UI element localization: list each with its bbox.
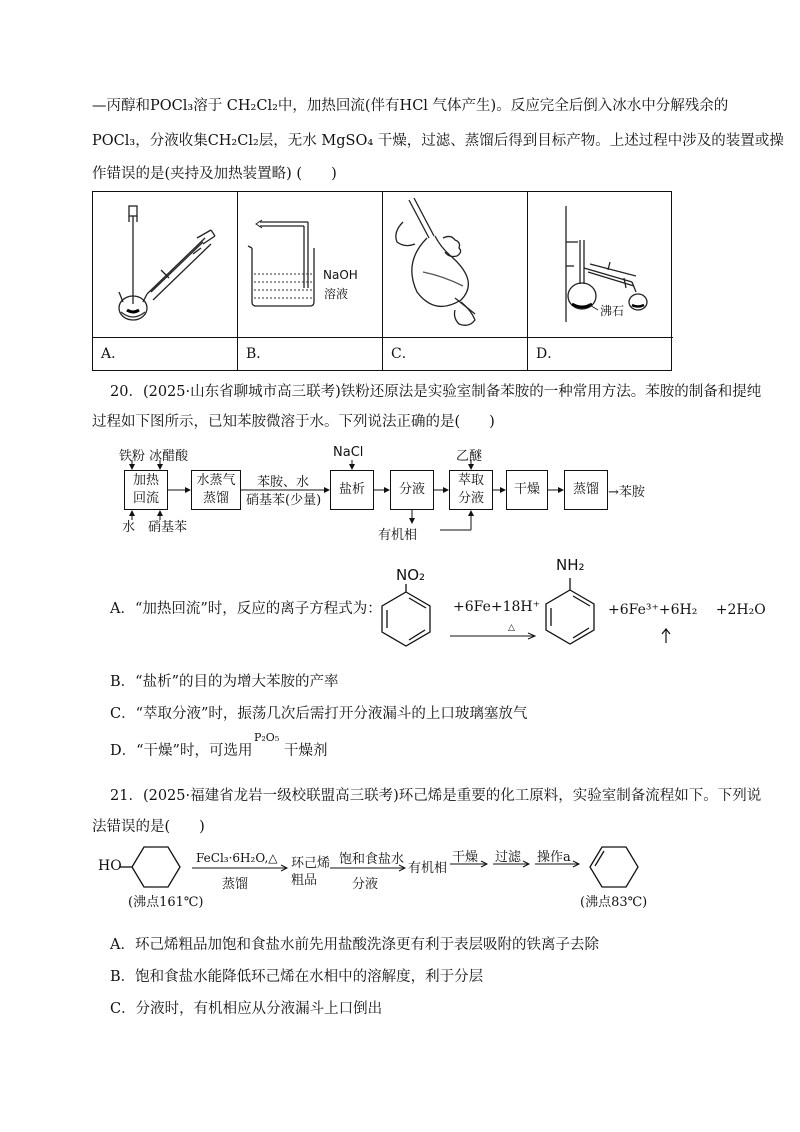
q20-option-b[interactable]: B．“盐析”的目的为增大苯胺的产率	[110, 674, 339, 690]
nitro-group-label: NO₂	[396, 566, 426, 584]
organic-phase-21: 有机相	[408, 861, 448, 876]
reaction-arrow	[448, 632, 538, 640]
flow-top-inputs: 铁粉 冰醋酸	[119, 449, 189, 464]
flow-step-extraction: 萃取 分液	[449, 470, 493, 510]
q19-text-line2: POCl₃，分液收集CH₂Cl₂层，无水 MgSO₄ 干燥，过滤、蒸馏后得到目标产物。上述过程中涉及的装置或操	[92, 133, 784, 149]
flow-ether: 乙醚	[456, 449, 483, 464]
heat-symbol: △	[508, 623, 515, 633]
q21-arrows	[0, 840, 800, 880]
q21-option-a[interactable]: A．环己烯粗品加饱和食盐水前先用盐酸洗涤更有利于表层吸附的铁离子去除	[110, 937, 599, 953]
amino-group-label: NH₂	[556, 556, 585, 574]
flow-arrows	[0, 0, 800, 560]
label-brine: 饱和食盐水	[339, 852, 405, 867]
flow-step-separation: 分液	[390, 470, 434, 510]
q19-text-line1: —丙醇和POCl₃溶于 CH₂Cl₂中，加热回流(伴有HCl 气体产生)。反应完全后倒入冰水中分解残余的	[92, 98, 729, 114]
flow-mid-1: 苯胺、水	[257, 475, 310, 490]
option-a-cell[interactable]: A．	[93, 338, 238, 371]
crude-product-line1: 环己烯	[291, 856, 331, 871]
label-distill: 蒸馏	[222, 877, 249, 892]
option-d-cell[interactable]: D．	[536, 346, 562, 362]
q20-text-line2: 过程如下图所示，已知苯胺微溶于水。下列说法正确的是( )	[92, 414, 495, 430]
flow-bottom-inputs: 水 硝基苯	[122, 520, 188, 535]
reagent-fecl3: FeCl₃·6H₂O,△	[196, 851, 278, 865]
nitrobenzene-ring	[376, 584, 436, 648]
option-c-cell[interactable]: C．	[383, 338, 528, 371]
label-solution: 溶液	[324, 287, 349, 301]
q20-option-a-prefix[interactable]: A．“加热回流”时，反应的离子方程式为：	[110, 601, 382, 617]
q20-option-c[interactable]: C．“萃取分液”时，振荡几次后需打开分液漏斗的上口玻璃塞放气	[110, 706, 528, 722]
gas-up-arrow	[661, 628, 671, 644]
flow-step-distillation: 蒸馏	[564, 470, 608, 510]
option-b-cell[interactable]: B．	[238, 338, 383, 371]
q20-option-d-suffix: 干燥剂	[284, 743, 328, 759]
flow-mid-2: 硝基苯(少量)	[246, 493, 322, 508]
hydroxyl-label: HO	[98, 858, 122, 874]
label-dry: 干燥	[452, 850, 479, 865]
q21-option-b[interactable]: B．饱和食盐水能降低环己烯在水相中的溶解度，利于分层	[110, 969, 484, 985]
q20-text-line1: 20．(2025·山东省聊城市高三联考)铁粉还原法是实验室制备苯胺的一种常用方法。苯胺的制备和提纯	[110, 384, 762, 400]
bp-cyclohexene: (沸点83℃)	[580, 895, 648, 910]
flow-nacl: NaCl	[333, 445, 364, 460]
flow-step-steam-distill: 水蒸气 蒸馏	[191, 470, 241, 510]
flow-organic-phase: 有机相	[378, 528, 418, 543]
crude-product-line2: 粗品	[291, 873, 318, 888]
label-operation-a: 操作a	[537, 850, 571, 865]
q21-option-c[interactable]: C．分液时，有机相应从分液漏斗上口倒出	[110, 1001, 383, 1017]
label-naoh: NaOH	[323, 268, 358, 282]
equation-reactants: +6Fe+18H⁺	[453, 599, 541, 615]
q21-text-line2: 法错误的是( )	[92, 819, 205, 835]
q20-option-d-prefix[interactable]: D．“干燥”时，可选用	[110, 743, 253, 759]
label-zeolite: 沸石	[600, 304, 625, 318]
flow-step-salting: 盐析	[330, 470, 374, 510]
q19-text-line3: 作错误的是(夹持及加热装置略) ( )	[92, 166, 337, 182]
q21-text-line1: 21．(2025·福建省龙岩一级校联盟高三联考)环己烯是重要的化工原料，实验室制备流程如下。下列说	[110, 788, 762, 804]
label-filter: 过滤	[495, 850, 522, 865]
q20-option-d-reagent: P₂O₅	[254, 731, 280, 744]
aniline-ring	[540, 578, 600, 648]
label-separation: 分液	[352, 877, 379, 892]
bp-cyclohexanol: (沸点161℃)	[128, 895, 204, 910]
equation-products: +6Fe³⁺+6H₂ +2H₂O	[608, 602, 766, 618]
flow-step-reflux: 加热 回流	[124, 470, 168, 510]
flow-step-drying: 干燥	[506, 470, 548, 510]
flow-product: →苯胺	[608, 485, 645, 500]
